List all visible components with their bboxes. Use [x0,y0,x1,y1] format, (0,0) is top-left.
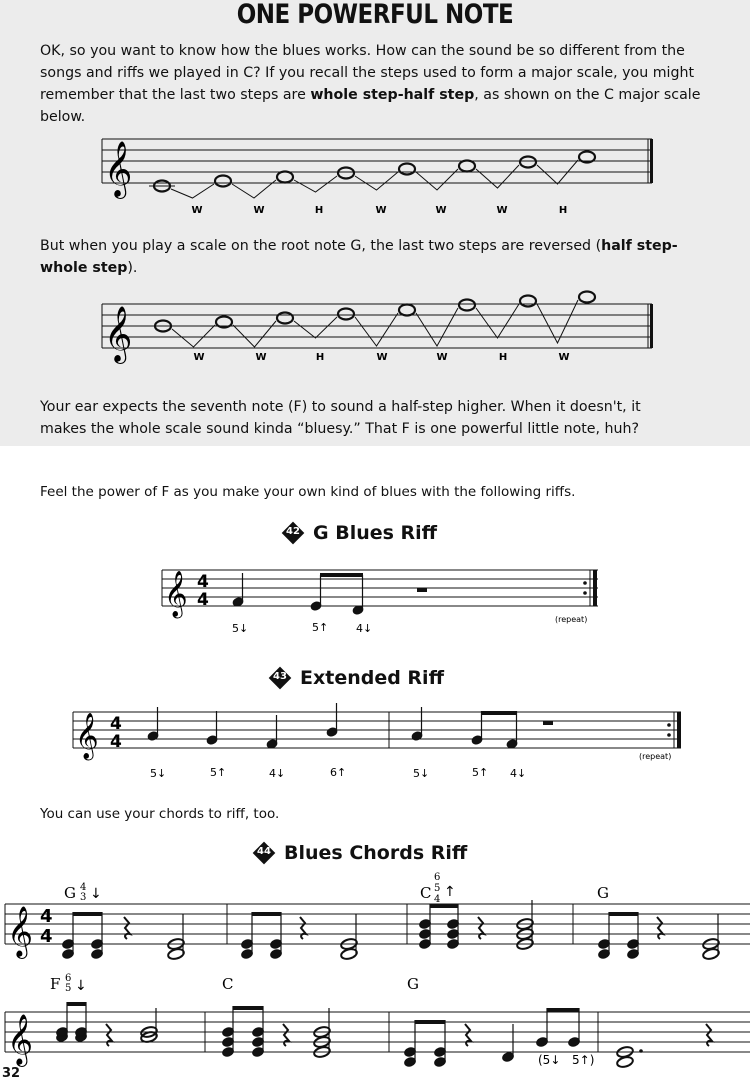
step-label: W [193,352,205,363]
treble-clef-icon: 𝄞 [7,1014,34,1065]
half-note [340,948,358,961]
time-sig-bottom: 4 [110,732,122,752]
finger-number: 4 [434,894,441,905]
riff-44-title: Blues Chords Riff [284,842,468,864]
repeat-label: (repeat) [555,615,588,624]
down-arrow-icon: ↓ [75,978,87,994]
chord-name: F [50,975,61,993]
finger-label: 4↓ [269,767,286,780]
chord-name: G [64,884,76,902]
step-label: H [558,205,568,216]
step-label: W [375,205,387,216]
repeat-label: (repeat) [639,752,672,761]
treble-clef-icon: 𝄞 [7,906,34,957]
step-label: H [498,352,508,363]
page-number: 32 [2,1066,21,1081]
step-label: W [255,352,267,363]
time-sig-top: 4 [40,906,53,927]
treble-clef-icon: 𝄞 [164,571,188,617]
finger-label: 5↑ [210,766,227,779]
finger-label: 5↓ [150,767,167,780]
finger-label: 5↑) [572,1053,595,1067]
time-sig-bottom: 4 [40,926,53,947]
down-arrow-icon: ↓ [90,886,102,902]
finger-number: 6 [434,872,441,883]
finger-label: (5↓ [538,1053,561,1067]
finger-number: 5 [434,883,441,894]
step-label: W [253,205,265,216]
intro-line-3: remember that the last two steps are whole step-half step, as shown on the C major scale [40,87,701,103]
riff-42-title: G Blues Riff [313,522,438,544]
finger-label: 5↑ [312,621,329,634]
treble-clef-icon: 𝄞 [104,141,133,197]
chord-name: C [420,884,432,902]
time-sig-bottom: 4 [197,590,209,610]
ear-paragraph: Your ear expects the seventh note (F) to sound a half-step higher. When it doesn't, it makes the whole scale sound kinda “bluesy.” That F is one powerful little note, huh? [40,399,641,437]
finger-number: 3 [80,892,87,903]
step-label: W [496,205,508,216]
chords-text: You can use your chords to riff, too. [40,806,280,822]
chord-name: C [222,975,234,993]
intro-line-2: songs and riffs we played in C? If you recall the steps used to form a major scale, you might [40,65,695,81]
finger-number: 6 [65,973,72,984]
g-scale-paragraph: But when you play a scale on the root note G, the last two steps are reversed (half step- whole step). [40,238,678,276]
step-label: W [435,205,447,216]
finger-label: 5↓ [232,622,249,635]
finger-label: 5↑ [472,766,489,779]
finger-label: 5↓ [413,767,430,780]
track-number-badge: 44 [253,842,275,864]
time-sig-top: 4 [197,572,209,592]
time-sig-top: 4 [110,714,122,734]
finger-number: 4 [80,882,87,893]
chord-name: G [597,884,609,902]
riff-43-title: Extended Riff [300,667,444,689]
up-arrow-icon: ↑ [444,884,456,900]
intro-line-4: below. [40,109,86,125]
half-note [167,948,185,961]
step-label: W [558,352,570,363]
step-label: H [314,205,324,216]
treble-clef-icon: 𝄞 [75,713,99,759]
finger-number: 5 [65,983,72,994]
feel-text: Feel the power of F as you make your own kind of blues with the following riffs. [40,484,576,500]
step-label: W [436,352,448,363]
page-title: ONE POWERFUL NOTE [236,0,514,30]
step-label: W [376,352,388,363]
intro-line-1: OK, so you want to know how the blues works. How can the sound be so different from the [40,43,685,59]
finger-label: 4↓ [356,622,373,635]
track-number-badge: 43 [269,667,291,689]
step-label: W [191,205,203,216]
finger-label: 4↓ [510,767,527,780]
treble-clef-icon: 𝄞 [104,306,133,362]
step-label: H [315,352,325,363]
track-number-badge: 42 [282,522,304,544]
half-note [702,948,720,961]
chord-name: G [407,975,419,993]
finger-label: 6↑ [330,766,347,779]
